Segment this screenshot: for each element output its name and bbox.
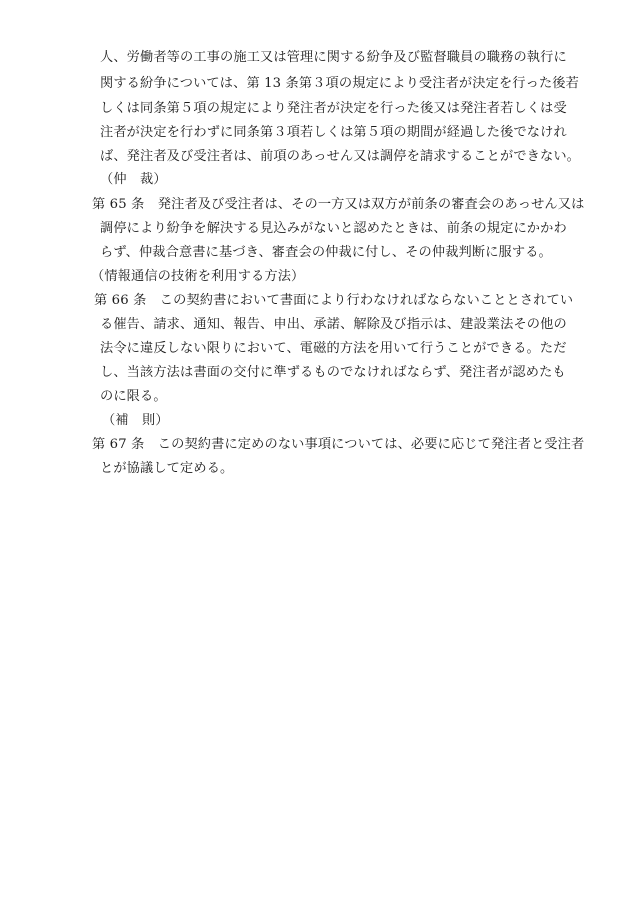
article-65-heading-line: 第 65 条 発注者及び受注者は、その一方又は双方が前条の審査会のあっせん又は — [92, 197, 585, 212]
text-line: 調停により紛争を解決する見込みがないと認めたときは、前条の規定にかかわ — [100, 221, 567, 236]
text-line: 人、労働者等の工事の施工又は管理に関する紛争及び監督職員の職務の執行に — [100, 50, 567, 65]
text-line: とが協議して定める。 — [100, 461, 234, 476]
text-line: のに限る。 — [100, 389, 167, 404]
article-67-heading-line: 第 67 条 この契約書に定めのない事項については、必要に応じて発注者と受注者 — [92, 437, 585, 452]
text-line: し、当該方法は書面の交付に準ずるものでなければならず、発注者が認めたも — [100, 365, 566, 380]
text-line: ば、発注者及び受注者は、前項のあっせん又は調停を請求することができない。 — [100, 149, 581, 164]
text-line: らず、仲裁合意書に基づき、審査会の仲裁に付し、その仲裁判断に服する。 — [100, 245, 552, 260]
text-line: る催告、請求、通知、報告、申出、承諾、解除及び指示は、建設業法その他の — [100, 317, 567, 332]
text-line: 関する紛争については、第 13 条第３項の規定により受注者が決定を行った後若 — [100, 76, 579, 91]
text-line: 法令に違反しない限りにおいて、電磁的方法を用いて行うことができる。ただ — [100, 341, 567, 356]
article-66-heading-line: 第 66 条 この契約書において書面により行わなければならないこととされてい — [94, 293, 574, 308]
section-heading-ict: （情報通信の技術を利用する方法） — [91, 269, 305, 284]
text-line: 注者が決定を行わずに同条第３項若しくは第５項の期間が経過した後でなけれ — [100, 125, 567, 140]
section-heading-arbitration: （仲 裁） — [100, 172, 167, 187]
text-line: しくは同条第５項の規定により発注者が決定を行った後又は発注者若しくは受 — [100, 101, 567, 116]
section-heading-supplementary: （補 則） — [102, 413, 169, 428]
